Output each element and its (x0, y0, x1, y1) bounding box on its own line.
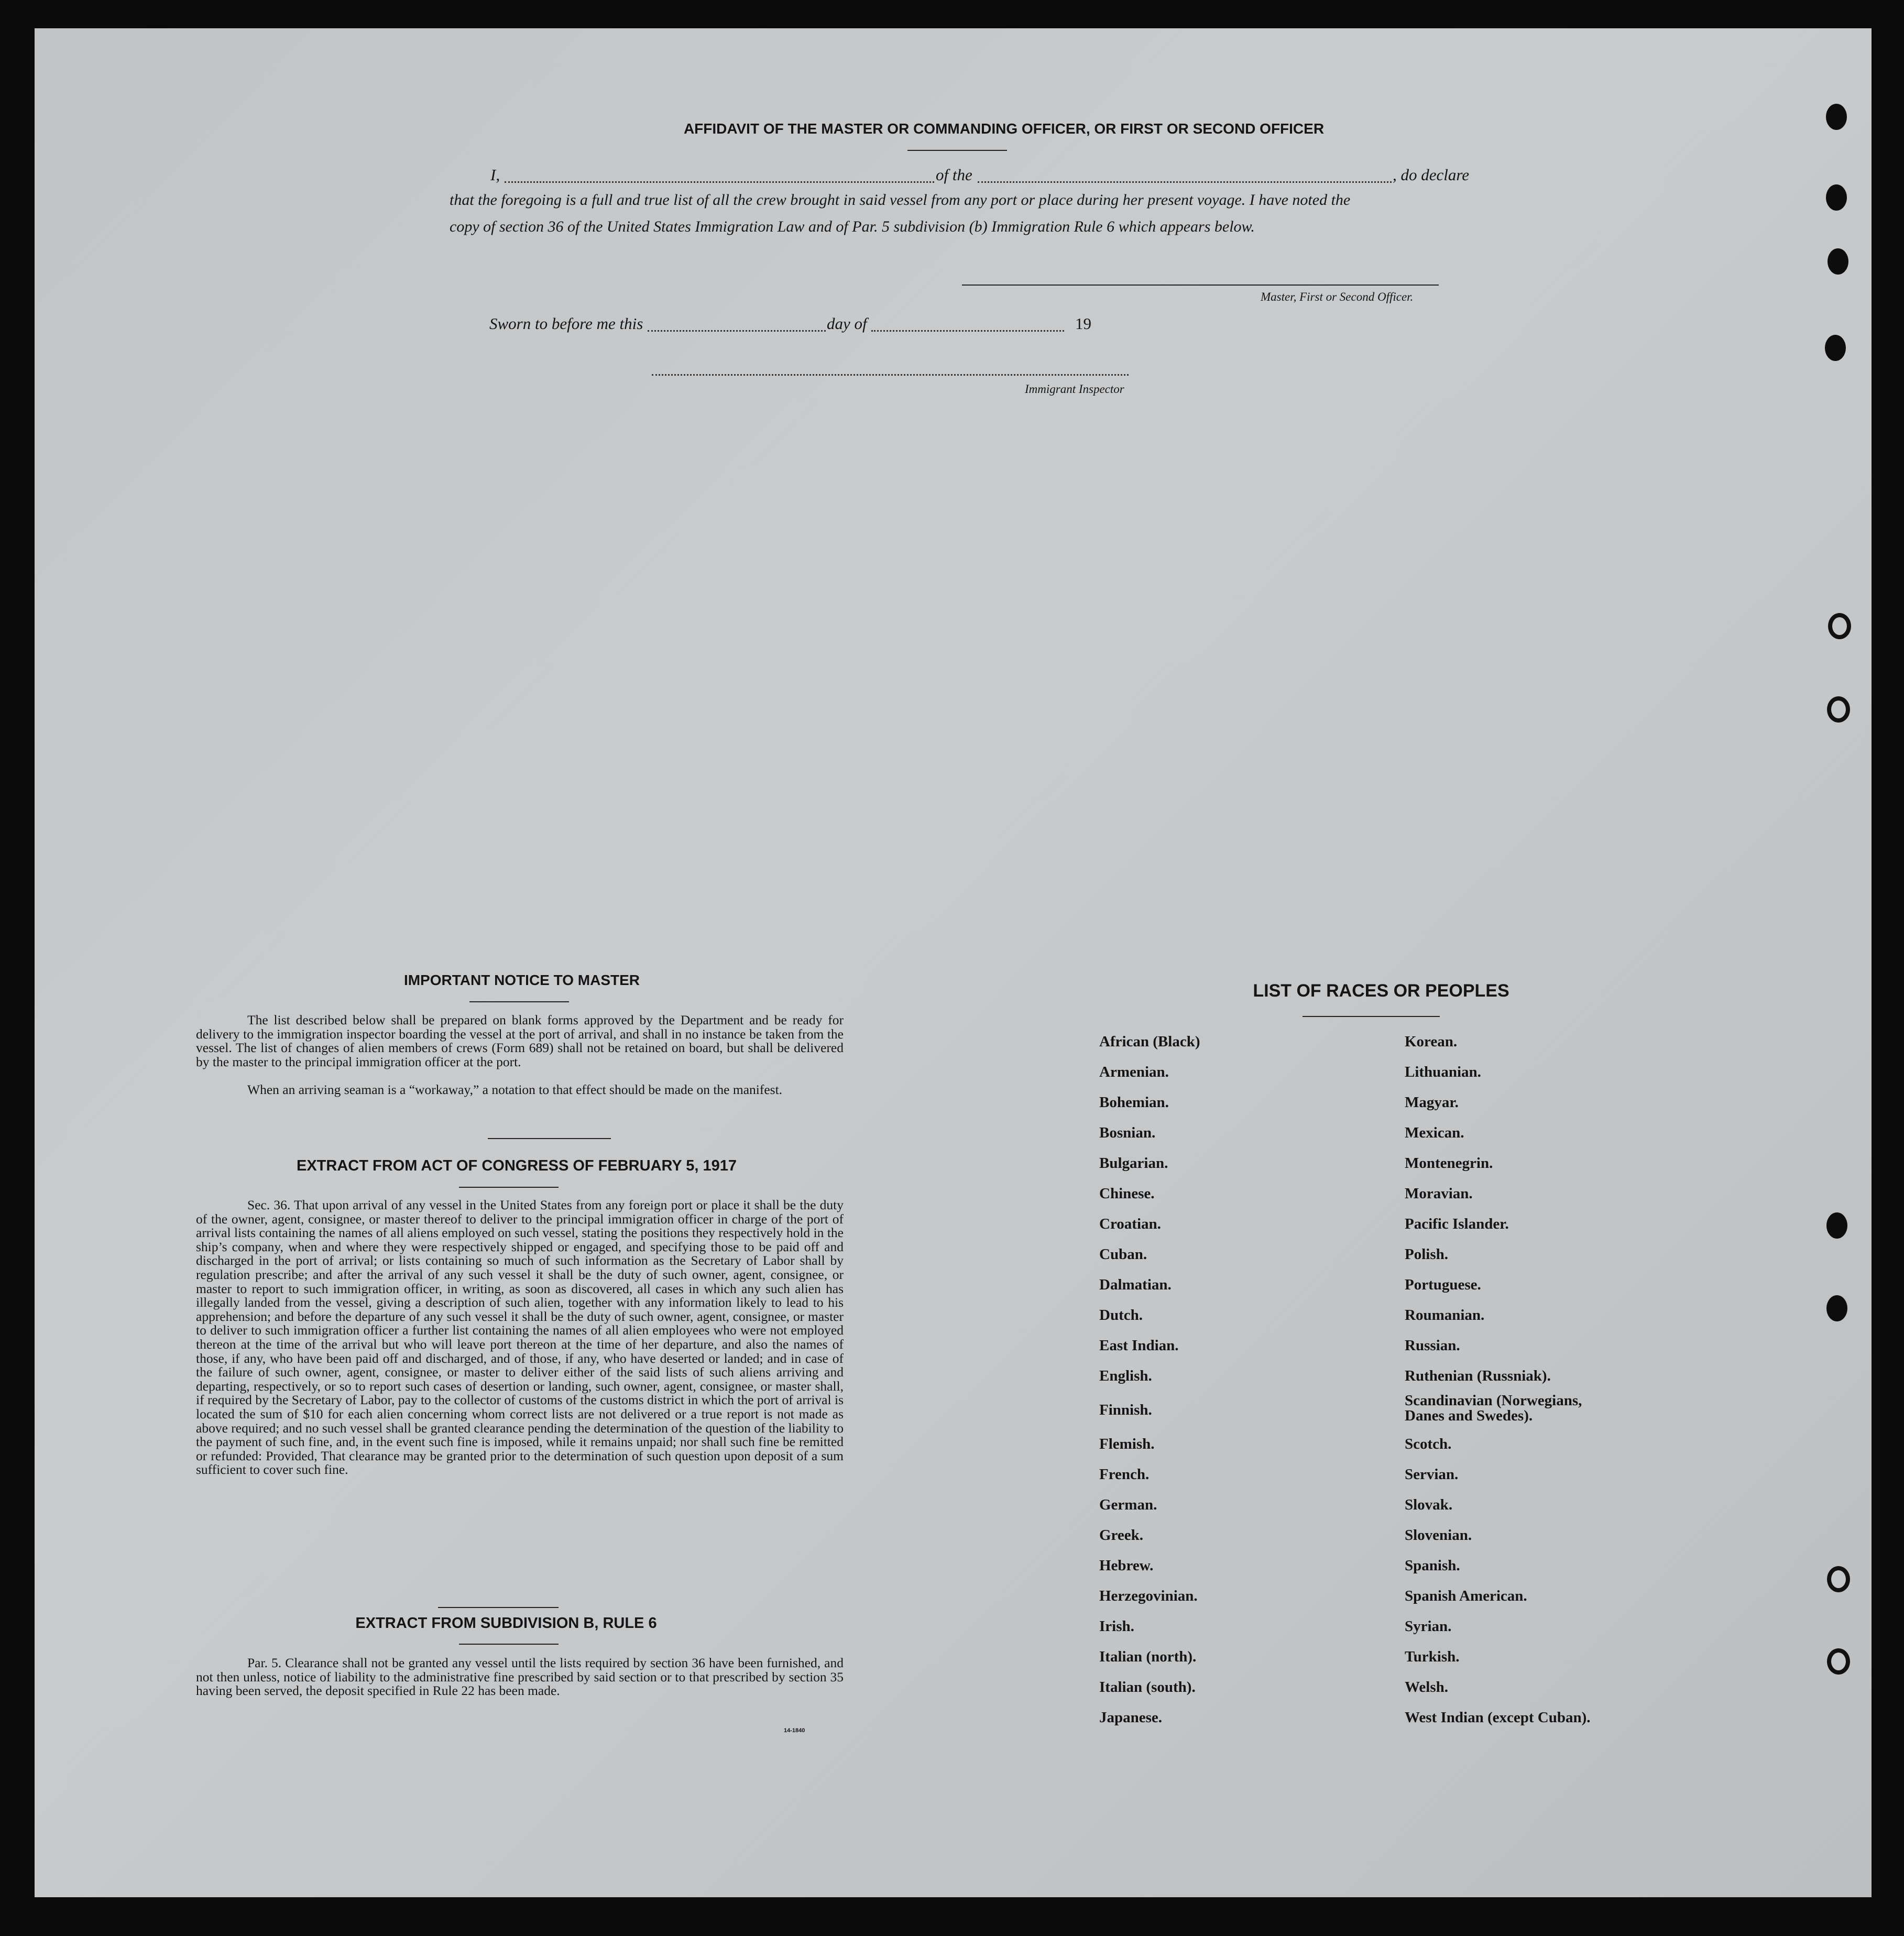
punch-hole-icon (1828, 248, 1848, 275)
list-item: Pacific Islander. (1405, 1216, 1509, 1232)
list-item: Bosnian. (1099, 1124, 1156, 1141)
list-item: Finnish. (1099, 1402, 1152, 1418)
inspector-label: Immigrant Inspector (1025, 382, 1124, 396)
races-title: LIST OF RACES OR PEOPLES (1253, 981, 1509, 1001)
list-item: Servian. (1405, 1466, 1459, 1483)
list-item: Scandinavian (Norwegians, Danes and Swedes). (1405, 1392, 1582, 1424)
affidavit-of-the: of the (936, 166, 972, 184)
list-item: German. (1099, 1496, 1157, 1513)
document-page (35, 28, 1872, 1897)
extract-rule-text: Par. 5. Clearance shall not be granted any vessel until the lists required by section 36 have been furnished, and not then unless, notice of liability to the administrative fine prescribed by said section or to that prescribed by section 35 having been served, the deposit specified in Rule 22 has been made. (196, 1655, 844, 1699)
sworn-label: Sworn to before me this (489, 314, 643, 333)
list-item: Herzegovinian. (1099, 1588, 1198, 1604)
punch-hole-icon (1826, 104, 1847, 130)
list-item: Cuban. (1099, 1246, 1147, 1263)
affidavit-line2: that the foregoing is a full and true list of all the crew brought in said vessel from any port or place during her present voyage. I have noted the (450, 191, 1351, 209)
list-item: Scotch. (1405, 1436, 1452, 1452)
list-item: Turkish. (1405, 1648, 1460, 1665)
affidavit-i: I, (490, 166, 500, 184)
list-item: Magyar. (1405, 1094, 1459, 1111)
list-item: Welsh. (1405, 1679, 1448, 1696)
punch-hole-icon (1827, 1648, 1850, 1675)
list-item: Italian (north). (1099, 1648, 1197, 1665)
punch-hole-icon (1826, 1295, 1847, 1321)
list-item: East Indian. (1099, 1337, 1179, 1354)
sworn-day-field[interactable] (648, 330, 826, 332)
list-item: English. (1099, 1368, 1152, 1384)
master-signature-line[interactable] (962, 285, 1439, 286)
punch-hole-icon (1827, 696, 1850, 723)
list-item: Polish. (1405, 1246, 1448, 1263)
races-left-column (1099, 1026, 1200, 1733)
name-field[interactable] (505, 181, 934, 183)
day-of-label: day of (827, 314, 867, 333)
punch-hole-icon (1826, 184, 1847, 211)
year-prefix: 19 (1075, 314, 1091, 333)
punch-hole-icon (1826, 1212, 1847, 1239)
list-item: Bulgarian. (1099, 1155, 1168, 1172)
affidavit-line3: copy of section 36 of the United States Immigration Law and of Par. 5 subdivision (b) Immigration Rule 6 which appears below. (450, 218, 1255, 235)
list-item: Spanish American. (1405, 1588, 1527, 1604)
list-item: Bohemian. (1099, 1094, 1169, 1111)
sworn-month-field[interactable] (871, 330, 1064, 332)
list-item: Armenian. (1099, 1064, 1169, 1080)
list-item: Croatian. (1099, 1216, 1161, 1232)
notice-title: IMPORTANT NOTICE TO MASTER (403, 972, 640, 988)
list-item: Russian. (1405, 1337, 1460, 1354)
extract-rule-title: EXTRACT FROM SUBDIVISION B, RULE 6 (355, 1615, 657, 1632)
list-item: Mexican. (1405, 1124, 1464, 1141)
list-item: Slovak. (1405, 1496, 1453, 1513)
list-item: Flemish. (1099, 1436, 1155, 1452)
list-item: Spanish. (1405, 1557, 1460, 1574)
form-number: 14-1840 (784, 1727, 805, 1734)
list-item: Montenegrin. (1405, 1155, 1493, 1172)
punch-hole-icon (1827, 1566, 1850, 1592)
list-item: Roumanian. (1405, 1307, 1485, 1324)
notice-paragraph-2: When an arriving seaman is a “workaway,” a notation to that effect should be made on the manifest. (247, 1082, 783, 1097)
inspector-signature-line[interactable] (652, 374, 1129, 376)
list-item: Hebrew. (1099, 1557, 1154, 1574)
list-item: Korean. (1405, 1033, 1458, 1050)
list-item: African (Black) (1099, 1033, 1200, 1050)
list-item: Lithuanian. (1405, 1064, 1481, 1080)
list-item: Moravian. (1405, 1185, 1473, 1202)
affidavit-declare: , do declare (1393, 166, 1470, 184)
list-item: Syrian. (1405, 1618, 1452, 1635)
affidavit-title: AFFIDAVIT OF THE MASTER OR COMMANDING OFFICER, OR FIRST OR SECOND OFFICER (683, 121, 1325, 137)
punch-hole-icon (1828, 613, 1851, 639)
list-item: Dalmatian. (1099, 1276, 1172, 1293)
extract-act-title: EXTRACT FROM ACT OF CONGRESS OF FEBRUARY 5, 1917 (296, 1157, 737, 1174)
master-label: Master, First or Second Officer. (1261, 290, 1414, 303)
list-item: Slovenian. (1405, 1527, 1472, 1544)
vessel-field[interactable] (978, 181, 1392, 183)
list-item: French. (1099, 1466, 1150, 1483)
punch-hole-icon (1825, 335, 1846, 361)
list-item: Dutch. (1099, 1307, 1143, 1324)
extract-act-text: Sec. 36. That upon arrival of any vessel in the United States from any foreign port or place it shall be the duty of the owner, agent, consignee, or master thereof to deliver to the principal immigration officer in charge of the port of arrival lists containing the names of all aliens employed on such vessel, stating the positions they respectively hold in the ship’s company, when and where they were respectively shipped or engaged, and specifying those to be paid off and discharged in the port of arrival; or lists containing so much of such information as the Secretary of Labor shall by regulation prescribe; and after the arrival of any such vessel it shall be the duty of such owner, agent, consignee, or master to report to such immigration officer, in writing, as soon as discovered, all cases in which any such alien has illegally landed from the vessel, giving a description of such alien, together with any information likely to lead to his apprehension; and before the departure of any such vessel it shall be the duty of such owner, agent, consignee, or master to deliver to such immigration officer a further list containing the names of all alien employees who were not employed thereon at the time of the arrival but who will leave port thereon at the time of her departure, and also the names of those, if any, who have been paid off and discharged, and of those, if any, who have deserted or landed; and in case of the failure of such owner, agent, consignee, or master to deliver either of the said lists of such aliens arriving and departing, respectively, or so to report such cases of desertion or landing, such owner, agent, consignee, or master shall, if required by the Secretary of Labor, pay to the collector of customs of the customs district in which the port of arrival is located the sum of $10 for each alien concerning whom correct lists are not delivered or a true report is not made as above required; and no such vessel shall be granted clearance pending the determination of the question of the liability to the payment of such fine, and, in the event such fine is imposed, while it remains unpaid; nor shall such fine be remitted or refunded: Provided, That clearance may be granted prior to the determination of such question upon deposit of a sum sufficient to cover such fine. (196, 1197, 844, 1478)
list-item: Greek. (1099, 1527, 1144, 1544)
list-item: Chinese. (1099, 1185, 1155, 1202)
notice-paragraph-1: The list described below shall be prepared on blank forms approved by the Department and be ready for delivery to the immigration inspector boarding the vessel at the port of arrival, and shall in no instance be taken from the vessel. The list of changes of alien members of crews (Form 689) shall not be retained on board, but shall be delivered by the master to the principal immigration officer at the port. (196, 1012, 844, 1069)
list-item: Irish. (1099, 1618, 1134, 1635)
list-item: Italian (south). (1099, 1679, 1196, 1696)
list-item: Japanese. (1099, 1709, 1163, 1726)
list-item: West Indian (except Cuban). (1405, 1709, 1591, 1726)
list-item: Ruthenian (Russniak). (1405, 1368, 1551, 1384)
races-right-column (1405, 1026, 1599, 1733)
list-item: Portuguese. (1405, 1276, 1481, 1293)
